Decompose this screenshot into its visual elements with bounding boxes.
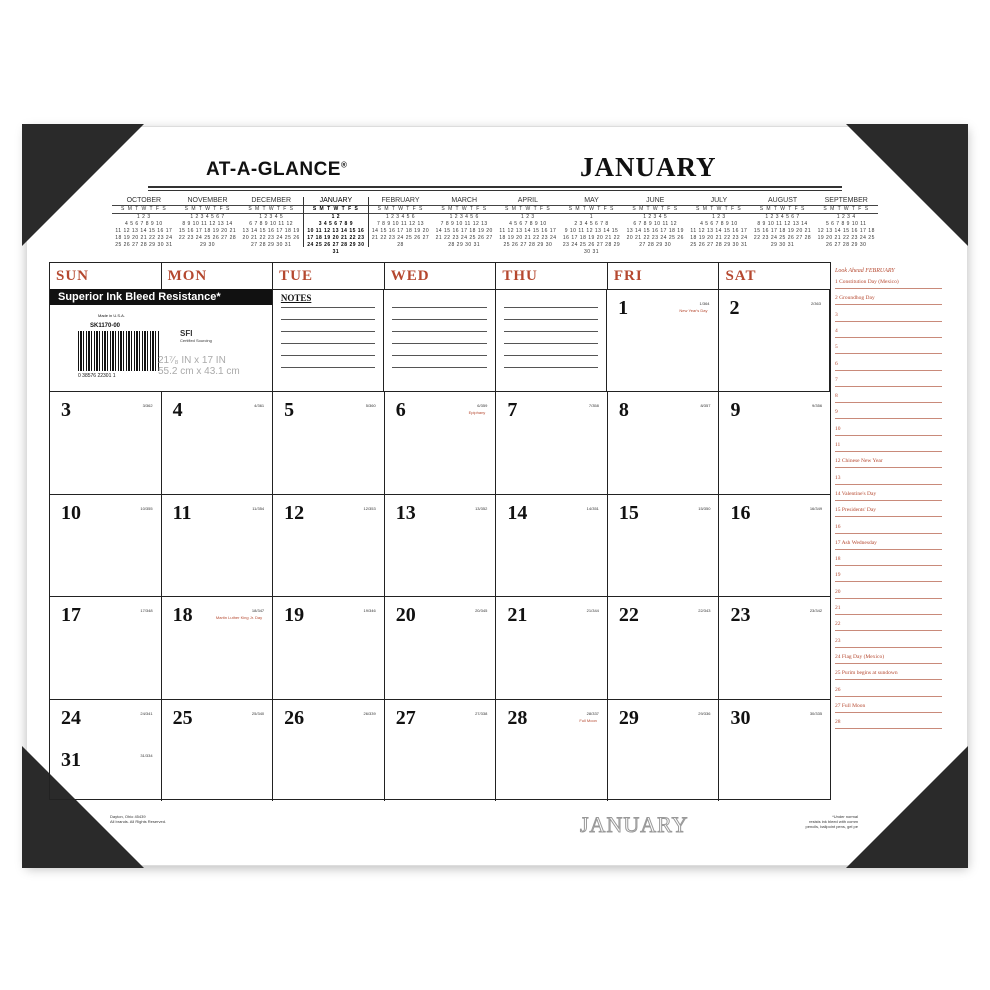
note-line: [392, 367, 486, 368]
day-cell[interactable]: [496, 699, 608, 801]
day-cell[interactable]: [273, 494, 385, 596]
mini-calendar-week: 17 18 19 20 21 22 23: [307, 235, 365, 241]
day-cell[interactable]: [496, 391, 608, 493]
day-count: 11/354: [252, 505, 265, 511]
mini-calendar-month-name: JUNE: [646, 197, 665, 204]
day-number: 21: [507, 604, 528, 627]
day-count: 25/340: [251, 710, 265, 716]
mini-calendar-week: 8 9 10 11 12 13 14: [757, 221, 808, 227]
mini-calendar-february: [369, 197, 433, 247]
mini-calendar-week: 27 28 29 30: [639, 242, 672, 248]
look-ahead-title: Look Ahead FEBRUARY: [835, 268, 895, 274]
mini-calendar-month-name: DECEMBER: [251, 197, 292, 204]
look-ahead-row[interactable]: 9: [835, 402, 942, 419]
mini-calendar-week: 21 22 23 24 25 26 27: [435, 235, 493, 241]
barcode-digits: 0 38576 22301 1: [78, 373, 116, 379]
note-line: [504, 307, 598, 308]
day-count: 30/335: [809, 710, 823, 716]
look-ahead-row[interactable]: 2 Groundhog Day: [835, 288, 942, 305]
mini-calendar-may: [560, 197, 624, 255]
mini-calendar-weekdays: S M T W T F S: [369, 205, 433, 214]
mini-calendar-august: [751, 197, 815, 247]
day-cell[interactable]: [719, 289, 830, 391]
mini-calendar-week: 7 8 9 10 11 12 13: [376, 221, 425, 227]
look-ahead-row[interactable]: 4: [835, 321, 942, 338]
mini-calendar-month-name: AUGUST: [767, 197, 798, 204]
day-number: 11: [172, 501, 192, 524]
day-header-mon: MON: [162, 263, 274, 289]
note-line: [281, 355, 375, 356]
mini-calendar-weekdays: S M T W T F S: [432, 205, 496, 214]
footer-right-line: pencils, ballpoint pens, gel pe: [805, 824, 858, 829]
day-count: 13/352: [475, 505, 488, 511]
look-ahead-row[interactable]: 12 Chinese New Year: [835, 451, 942, 468]
mini-calendar-week: 30 31: [584, 249, 600, 255]
mini-calendar-week: 16 17 18 19 20 21 22: [562, 235, 621, 241]
day-count: 3/362: [142, 403, 153, 409]
day-count: 19/346: [363, 608, 376, 614]
mini-calendar-weekdays: S M T W T F S: [496, 205, 560, 214]
mini-calendar-week: 1 2 3: [137, 214, 151, 220]
note-line: [504, 355, 598, 356]
day-count: 9/356: [812, 403, 823, 409]
day-cell[interactable]: [385, 391, 497, 493]
mini-calendar-month-name: OCTOBER: [126, 197, 162, 204]
mini-calendar-weekdays: S M T W T F S: [239, 205, 303, 214]
day-number: 13: [395, 501, 416, 524]
day-count: 17/348: [140, 608, 153, 614]
mini-calendar-week: 4 5 6 7 8 9 10: [700, 221, 738, 227]
footer-left-line: All brands. All Rights Reserved.: [110, 819, 167, 824]
mini-calendar-week: 29 30 31: [770, 242, 795, 248]
note-line: [392, 343, 486, 344]
size-cm: 55.2 cm x 43.1 cm: [158, 366, 240, 377]
day-count: 26/339: [363, 710, 376, 716]
header-rule: [148, 186, 842, 188]
day-number: 5: [284, 399, 295, 422]
day-number: 14: [507, 501, 528, 524]
day-cell[interactable]: [608, 494, 720, 596]
notes-cell[interactable]: [496, 289, 607, 391]
look-ahead-row[interactable]: 19: [835, 565, 942, 582]
day-count: 18/347: [251, 608, 265, 614]
mini-calendar-week: 27 28 29 30 31: [250, 242, 292, 248]
week-row: [50, 494, 830, 597]
mini-calendar-week: 1 2 3: [712, 214, 726, 220]
look-ahead-row[interactable]: 14 Valentine's Day: [835, 484, 942, 501]
mini-calendar-month-name: SEPTEMBER: [824, 197, 868, 204]
mini-calendar-weekdays: S M T W T F S: [751, 205, 815, 214]
mini-calendar-month-name: JULY: [710, 197, 728, 204]
holiday-label: Full Moon: [579, 717, 597, 723]
mini-calendar-october: [112, 197, 176, 247]
look-ahead-row[interactable]: 20: [835, 582, 942, 599]
brand-logo: AT-A-GLANCE®: [206, 159, 348, 180]
mini-calendar-weekdays: S M T W T F S: [112, 205, 176, 214]
day-header-thu: THU: [496, 263, 608, 289]
footer-left-text: [110, 814, 166, 824]
look-ahead-row[interactable]: 1 Constitution Day (Mexico): [835, 272, 942, 289]
mini-calendar-month-name: JANUARY: [319, 197, 353, 204]
day-cell[interactable]: [608, 699, 720, 801]
note-line: [281, 331, 375, 332]
day-cell[interactable]: [385, 699, 497, 801]
day-cell[interactable]: [273, 391, 385, 493]
mini-calendar-week: 7 8 9 10 11 12 13: [440, 221, 488, 227]
mini-calendar-week: 22 23 24 25 26 27 28: [753, 235, 812, 241]
day-header-sun: SUN: [50, 263, 162, 289]
day-number: 23: [730, 604, 751, 627]
mini-calendar-week: 18 19 20 21 22 23 24: [690, 235, 748, 241]
day-count: 23/342: [809, 608, 823, 614]
mini-calendar-week: 25 26 27 28 29 30: [503, 242, 553, 248]
holiday-label: New Year's Day: [679, 308, 708, 313]
day-count: 12/353: [363, 505, 376, 511]
look-ahead-row[interactable]: 24 Flag Day (Mexico): [835, 647, 942, 664]
mini-calendar-month-name: APRIL: [517, 197, 538, 204]
mini-calendar-week: 1 2 3 4 5 6: [449, 214, 479, 220]
look-ahead-row[interactable]: 25 Purim begins at sundown: [835, 663, 942, 680]
day-cell[interactable]: [719, 391, 830, 493]
day-number: 30: [730, 706, 751, 729]
look-ahead-row[interactable]: 27 Full Moon: [835, 696, 942, 713]
note-line: [504, 367, 598, 368]
mini-calendar-march: [432, 197, 496, 247]
day-cell[interactable]: [496, 494, 608, 596]
mini-calendar-week: 14 15 16 17 18 19 20: [435, 228, 493, 234]
made-in-label: Made in U.S.A.: [98, 313, 125, 318]
mini-calendar-week: 29 30: [200, 242, 216, 248]
day-number: 7: [507, 399, 518, 422]
mini-calendar-weekdays: S M T W T F S: [560, 205, 624, 214]
day-count: 16/349: [809, 505, 823, 511]
barcode-image: [78, 331, 160, 371]
mini-calendar-week: 1: [589, 214, 594, 220]
day-count: 6/359: [477, 403, 488, 409]
day-number: 26: [284, 706, 305, 729]
look-ahead-row[interactable]: 3: [835, 305, 942, 322]
day-count: 7/358: [588, 403, 599, 409]
mini-calendar-week: 25 26 27 28 29 30 31: [115, 242, 173, 248]
day-number: 8: [618, 399, 629, 422]
mini-calendar-week: 11 12 13 14 15 16 17: [690, 228, 748, 234]
day-number: 25: [172, 706, 193, 729]
day-count: 4/361: [254, 403, 265, 409]
mini-calendar-week: 4 5 6 7 8 9 10: [509, 221, 547, 227]
mini-calendar-week: 15 16 17 18 19 20 21: [178, 228, 237, 234]
week-row: [50, 596, 830, 699]
note-line: [504, 343, 598, 344]
mini-calendar-week: 15 16 17 18 19 20 21: [753, 228, 812, 234]
footer-month: JANUARY: [580, 812, 689, 837]
mini-calendar-week: 28 29 30 31: [448, 242, 481, 248]
mini-calendar-week: 26 27 28 29 30: [826, 242, 867, 248]
mini-calendar-week: 23 24 25 26 27 28 29: [562, 242, 621, 248]
mini-calendar-weekdays: S M T W T F S: [687, 205, 751, 214]
note-line: [392, 319, 486, 320]
look-ahead-row[interactable]: 28: [835, 712, 942, 729]
look-ahead-row[interactable]: 10: [835, 419, 942, 436]
day-cell[interactable]: [273, 699, 385, 801]
day-cell[interactable]: [162, 699, 274, 801]
day-count: 31/334: [140, 752, 153, 758]
mini-calendar-week: 1 2 3 4 5 6 7: [765, 214, 800, 220]
mini-calendar-week: 4 5 6 7 8 9 10: [125, 221, 163, 227]
day-count: 27/338: [475, 710, 488, 716]
day-number: 19: [284, 604, 305, 627]
mini-calendar-week: 13 14 15 16 17 18 19: [242, 228, 300, 234]
day-count: 14/351: [586, 505, 599, 511]
holiday-label: Epiphany: [468, 410, 486, 416]
day-count: 15/350: [698, 505, 711, 511]
month-title: JANUARY: [580, 152, 717, 182]
note-line: [504, 331, 598, 332]
day-number: 2: [729, 297, 740, 319]
sfi-sub: Certified Sourcing: [180, 338, 212, 343]
mini-calendar-month-name: MAY: [584, 197, 599, 204]
day-count: 5/360: [365, 403, 376, 409]
week-row: [50, 289, 830, 392]
day-cell[interactable]: [50, 699, 162, 801]
holiday-label: Martin Luther King Jr. Day: [215, 615, 263, 621]
mini-calendar-week: 1 2 3 4 5: [643, 214, 668, 220]
day-number: 22: [618, 604, 639, 627]
mini-calendar-weekdays: S M T W T F S: [814, 205, 878, 214]
mini-calendar-november: [176, 197, 240, 247]
week-row: [50, 699, 830, 801]
week-row: [50, 391, 830, 494]
look-ahead-row[interactable]: 22: [835, 614, 942, 631]
mini-calendar-week: 6 7 8 9 10 11 12: [249, 221, 294, 227]
day-header-tue: TUE: [273, 263, 385, 289]
look-ahead-column: [831, 262, 942, 800]
mini-calendar-weekdays: S M T W T F S: [176, 205, 240, 214]
mini-calendar-weekdays: S M T W T F S: [623, 205, 687, 214]
day-cell[interactable]: [719, 699, 830, 801]
day-number: 15: [618, 501, 639, 524]
day-cell[interactable]: [273, 596, 385, 698]
calendar-grid: [49, 262, 831, 800]
mini-calendar-week: 18 19 20 21 22 23 24: [115, 235, 173, 241]
note-line: [504, 319, 598, 320]
day-number: 4: [172, 399, 183, 422]
notes-cell[interactable]: [273, 289, 384, 391]
day-cell[interactable]: [385, 494, 497, 596]
day-count: 21/344: [586, 608, 599, 614]
mini-calendar-week: 3 4 5 6 7 8 9: [318, 221, 353, 227]
mini-calendar-week: 12 13 14 15 16 17 18: [817, 228, 875, 234]
day-count: 22/343: [698, 608, 711, 614]
day-number: 6: [395, 399, 406, 422]
note-line: [281, 367, 375, 368]
day-number: 1: [618, 297, 629, 319]
day-cell[interactable]: [50, 391, 162, 493]
mini-calendar-week: 1 2 3: [521, 214, 535, 220]
mini-calendar-september: [814, 197, 878, 247]
mini-calendar-week: 10 11 12 13 14 15 16: [307, 228, 365, 234]
notes-cell[interactable]: [384, 289, 495, 391]
day-number: 3: [61, 399, 71, 422]
day-number: 10: [61, 501, 81, 524]
mini-calendar-week: 11 12 13 14 15 16 17: [499, 228, 557, 234]
mini-calendar-week: 31: [332, 249, 340, 255]
day-count: 8/357: [700, 403, 711, 409]
promo-banner: Superior Ink Bleed Resistance*: [50, 289, 272, 305]
look-ahead-row[interactable]: 18: [835, 549, 942, 566]
mini-calendar-week: 6 7 8 9 10 11 12: [633, 221, 678, 227]
mini-calendar-week: 21 22 23 24 25 26 27: [371, 235, 430, 241]
day-number: 24: [61, 706, 81, 729]
mini-calendar-week: 1 2: [331, 214, 341, 220]
mini-calendar-week: 14 15 16 17 18 19 20: [371, 228, 430, 234]
day-cell[interactable]: [162, 391, 274, 493]
mini-calendar-week: 20 21 22 23 24 25 26: [626, 235, 684, 241]
look-ahead-row[interactable]: 6: [835, 354, 942, 371]
day-number: 29: [618, 706, 639, 729]
mini-calendar-week: 8 9 10 11 12 13 14: [182, 221, 233, 227]
product-info-panel: [50, 289, 273, 391]
mini-calendar-strip: [112, 197, 878, 255]
mini-calendar-week: 2 3 4 5 6 7 8: [574, 221, 609, 227]
mini-calendar-month-name: MARCH: [451, 197, 478, 204]
look-ahead-row[interactable]: 23: [835, 631, 942, 648]
sku-label: SK1170-00: [90, 323, 121, 329]
footer-right-line: *Under normal: [832, 814, 858, 819]
pad-size: [158, 355, 240, 377]
mini-calendar-week: 18 19 20 21 22 23 24: [499, 235, 557, 241]
mini-calendar-week: 28: [397, 242, 404, 248]
mini-calendar-june: [623, 197, 687, 247]
mini-calendar-weekdays: S M T W T F S: [304, 205, 368, 214]
day-cell[interactable]: [607, 289, 718, 391]
look-ahead-row[interactable]: 17 Ash Wednesday: [835, 533, 942, 550]
day-cell[interactable]: [385, 596, 497, 698]
day-cell[interactable]: [719, 596, 830, 698]
day-count: 2/363: [810, 301, 821, 306]
mini-calendar-week: 19 20 21 22 23 24 25: [817, 235, 875, 241]
day-cell[interactable]: [719, 494, 830, 596]
header-rule-thin: [148, 190, 842, 191]
mini-calendar-week: 5 6 7 8 9 10 11: [825, 221, 867, 227]
day-cell[interactable]: [162, 596, 274, 698]
mini-calendar-week: 22 23 24 25 26 27 28: [178, 235, 237, 241]
day-cell[interactable]: [608, 596, 720, 698]
mini-calendar-week: 1 2 3 4 5 6 7: [190, 214, 225, 220]
day-number: 31: [61, 748, 81, 771]
footer-right-line: resists ink bleed with comm: [809, 819, 858, 824]
footer-left-line: Dayton, Ohio 45439: [110, 814, 146, 819]
day-count: 29/336: [698, 710, 711, 716]
day-cell[interactable]: [496, 596, 608, 698]
mini-calendar-month-name: NOVEMBER: [187, 197, 228, 204]
mini-calendar-week: 1 2 3 4: [836, 214, 856, 220]
size-inches: 21⁷⁄₈ IN x 17 IN: [158, 355, 226, 366]
look-ahead-row[interactable]: 13: [835, 468, 942, 485]
note-line: [281, 343, 375, 344]
day-number: 17: [61, 604, 81, 627]
day-number: 9: [730, 399, 741, 422]
look-ahead-row[interactable]: 15 Presidents' Day: [835, 500, 942, 517]
day-number: 12: [284, 501, 305, 524]
note-line: [281, 319, 375, 320]
mini-calendar-week: 25 26 27 28 29 30 31: [690, 242, 748, 248]
look-ahead-row[interactable]: 26: [835, 680, 942, 697]
look-ahead-row[interactable]: 11: [835, 435, 942, 452]
mini-calendar-week: 1 2 3 4 5: [259, 214, 284, 220]
note-line: [392, 331, 486, 332]
look-ahead-row[interactable]: 5: [835, 337, 942, 354]
day-header-sat: SAT: [725, 268, 757, 284]
note-line: [392, 355, 486, 356]
sfi-logo: [180, 329, 212, 343]
day-count: 1/364: [699, 301, 710, 306]
day-number: 27: [395, 706, 416, 729]
mini-calendar-week: 24 25 26 27 28 29 30: [307, 242, 365, 248]
look-ahead-row[interactable]: 8: [835, 386, 942, 403]
look-ahead-row[interactable]: 7: [835, 370, 942, 387]
day-count: 20/345: [475, 608, 488, 614]
mini-calendar-week: 11 12 13 14 15 16 17: [115, 228, 173, 234]
day-cell[interactable]: [608, 391, 720, 493]
day-count: 28/337: [586, 710, 599, 716]
footer-right-text: [800, 814, 858, 829]
sfi-label: SFI: [180, 329, 193, 338]
day-number: 18: [172, 604, 193, 627]
mini-calendar-december: [239, 197, 303, 247]
day-number: 16: [730, 501, 751, 524]
mini-calendar-week: 9 10 11 12 13 14 15: [564, 228, 619, 234]
day-number: 28: [507, 706, 528, 729]
mini-calendar-week: 1 2 3 4 5 6: [385, 214, 416, 220]
mini-calendar-month-name: FEBRUARY: [381, 197, 420, 204]
mini-calendar-week: 20 21 22 23 24 25 26: [242, 235, 300, 241]
notes-label: NOTES: [280, 293, 312, 303]
day-cell[interactable]: [162, 494, 274, 596]
mini-calendar-week: 13 14 15 16 17 18 19: [626, 228, 684, 234]
day-count: 24/341: [140, 710, 153, 716]
day-count: 10/355: [140, 505, 153, 511]
mini-calendar-july: [687, 197, 751, 247]
day-cell[interactable]: [50, 596, 162, 698]
note-line: [392, 307, 486, 308]
day-header-wed: WED: [385, 263, 497, 289]
day-cell[interactable]: [50, 494, 162, 596]
day-header-fri: FRI: [608, 263, 720, 289]
day-header-row: [50, 263, 830, 290]
day-number: 20: [395, 604, 416, 627]
look-ahead-row[interactable]: 16: [835, 517, 942, 534]
mini-calendar-april: [496, 197, 560, 247]
note-line: [281, 307, 375, 308]
mini-calendar-january: [303, 197, 369, 255]
look-ahead-row[interactable]: 21: [835, 598, 942, 615]
